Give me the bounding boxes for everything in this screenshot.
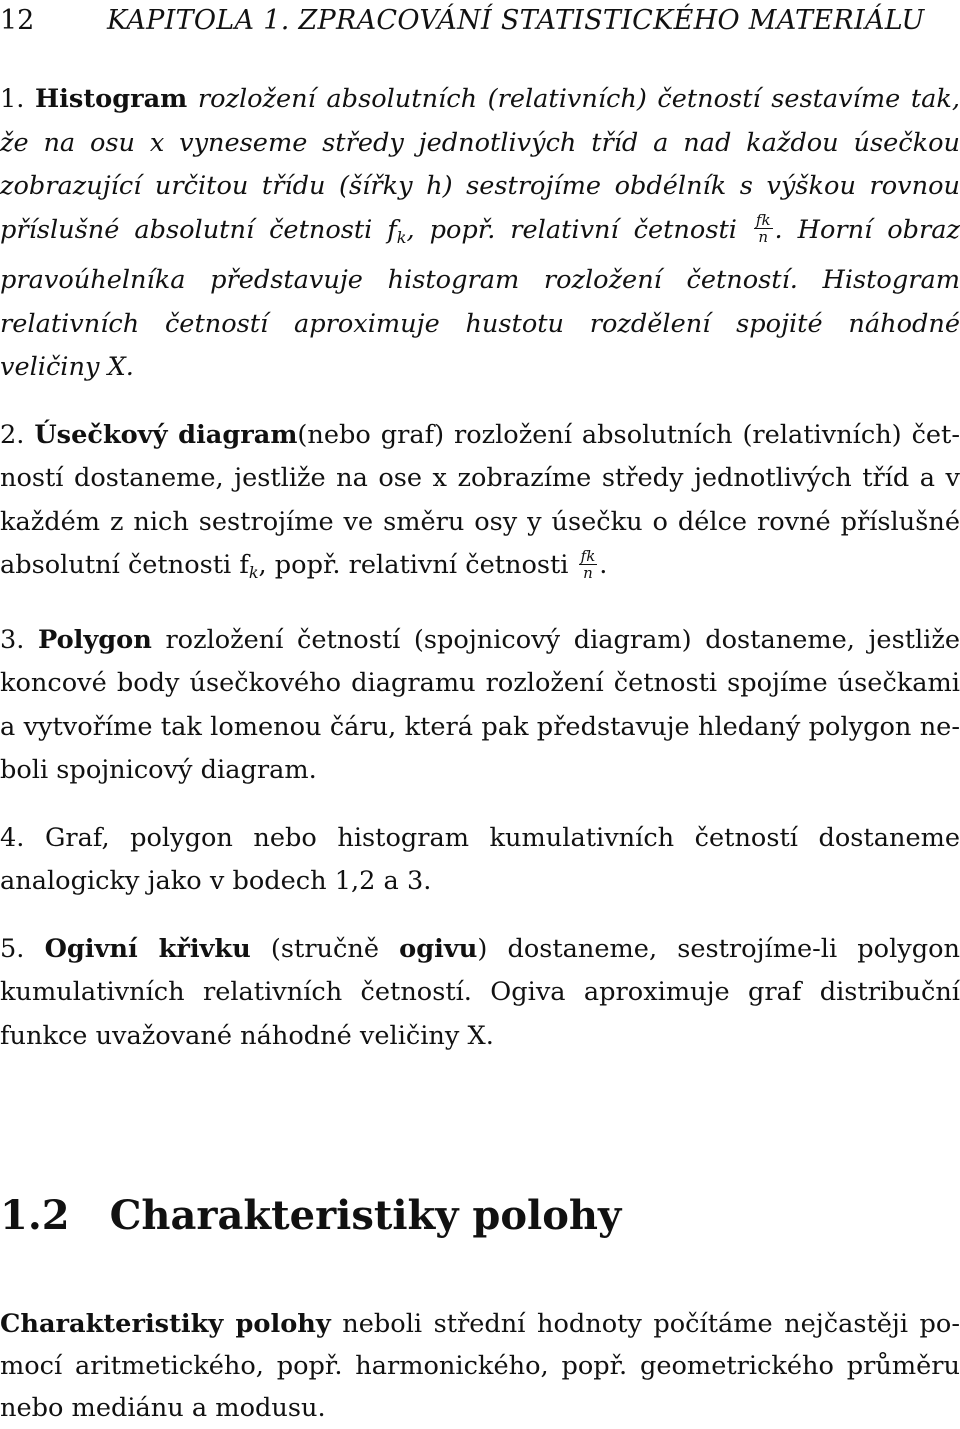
fraction-fk-over-n: $\frac{fk}{n}$ [755, 211, 771, 246]
subscript-k: k [396, 227, 407, 247]
item-term-short: ogivu [399, 933, 478, 964]
item-text: (stručně [250, 933, 400, 964]
item-text: Graf, polygon nebo histogram kumulativních četností dostaneme analogicky jako v bodech 1,2 a 3. [0, 822, 960, 896]
item-number: 2. [0, 419, 25, 450]
section-heading [0, 1188, 960, 1244]
item-text-end: . Horní obraz pravoúhelníka představuje histogram rozložení četností. Histogram relativních četností aproximuje hustotu rozdělení spojité náhodné veličiny X. [0, 214, 960, 382]
list-item-cumulative [0, 817, 960, 904]
page-number: 12 [0, 5, 35, 36]
list-item-histogram [0, 78, 960, 390]
definition-list [0, 78, 960, 1082]
body-paragraph [0, 1303, 960, 1429]
chapter-title: KAPITOLA 1. ZPRACOVÁNÍ STATISTICKÉHO MATERIÁLU [106, 5, 925, 36]
list-item-usechovy-diagram [0, 414, 960, 595]
list-item-polygon [0, 619, 960, 793]
paragraph-term: Charakteristiky polohy [0, 1309, 331, 1339]
fraction-fk-over-n: $\frac{fk}{n}$ [580, 546, 596, 582]
item-term: Histogram [35, 84, 188, 114]
section-title: Charakteristiky polohy [109, 1192, 622, 1239]
item-term: Ogivní křivku [44, 933, 251, 964]
item-text: rozložení absolutních (relativních) četností sestavíme tak, že na osu x vyneseme středy jednotlivých tříd a nad každou úsečkou zobrazující určitou třídu (šířky h) sestrojíme obdélník s výškou rovnou příslušné absolutní četnosti f [0, 84, 960, 245]
item-term: Úsečkový diagram [34, 419, 298, 450]
item-number: 3. [0, 624, 25, 655]
subscript-k: k [248, 563, 259, 582]
running-header [0, 4, 960, 38]
item-number: 1. [0, 84, 25, 114]
paragraph-text: neboli střední hodnoty počítáme nejčastěji pomocí aritmetického, popř. harmonického, popř. geometrického průměru nebo mediánu a modusu. [0, 1309, 960, 1423]
item-number: 5. [0, 933, 25, 964]
item-text-end: ) dostaneme, sestrojíme-li polygon kumulativních relativních četností. Ogiva aproximuje graf distribuční funkce uvažované náhodné veličiny X. [0, 933, 960, 1051]
list-item-ogive [0, 928, 960, 1059]
item-text-end: . [599, 550, 608, 580]
item-text: rozložení četností (spojnicový diagram) dostaneme, jestliže koncové body úsečkového diagramu rozložení četnosti spojíme úsečkami a vytvoříme tak lomenou čáru, která pak představuje hledaný polygon neboli spojnicový diagram. [0, 624, 960, 785]
item-text-cont: , popř. relativní četnosti [406, 214, 752, 245]
section-number: 1.2 [0, 1192, 70, 1239]
item-text-cont: , popř. relativní četnosti [258, 550, 577, 580]
item-text: (nebo graf) rozložení absolutních (relativních) četností dostaneme, jestliže na ose x zobrazíme středy jednotlivých tříd a v každém z nich sestrojíme ve směru osy y úsečku o délce rovné příslušné absolutní četnosti f [0, 419, 960, 580]
item-number: 4. [0, 822, 25, 853]
item-term: Polygon [38, 624, 152, 655]
